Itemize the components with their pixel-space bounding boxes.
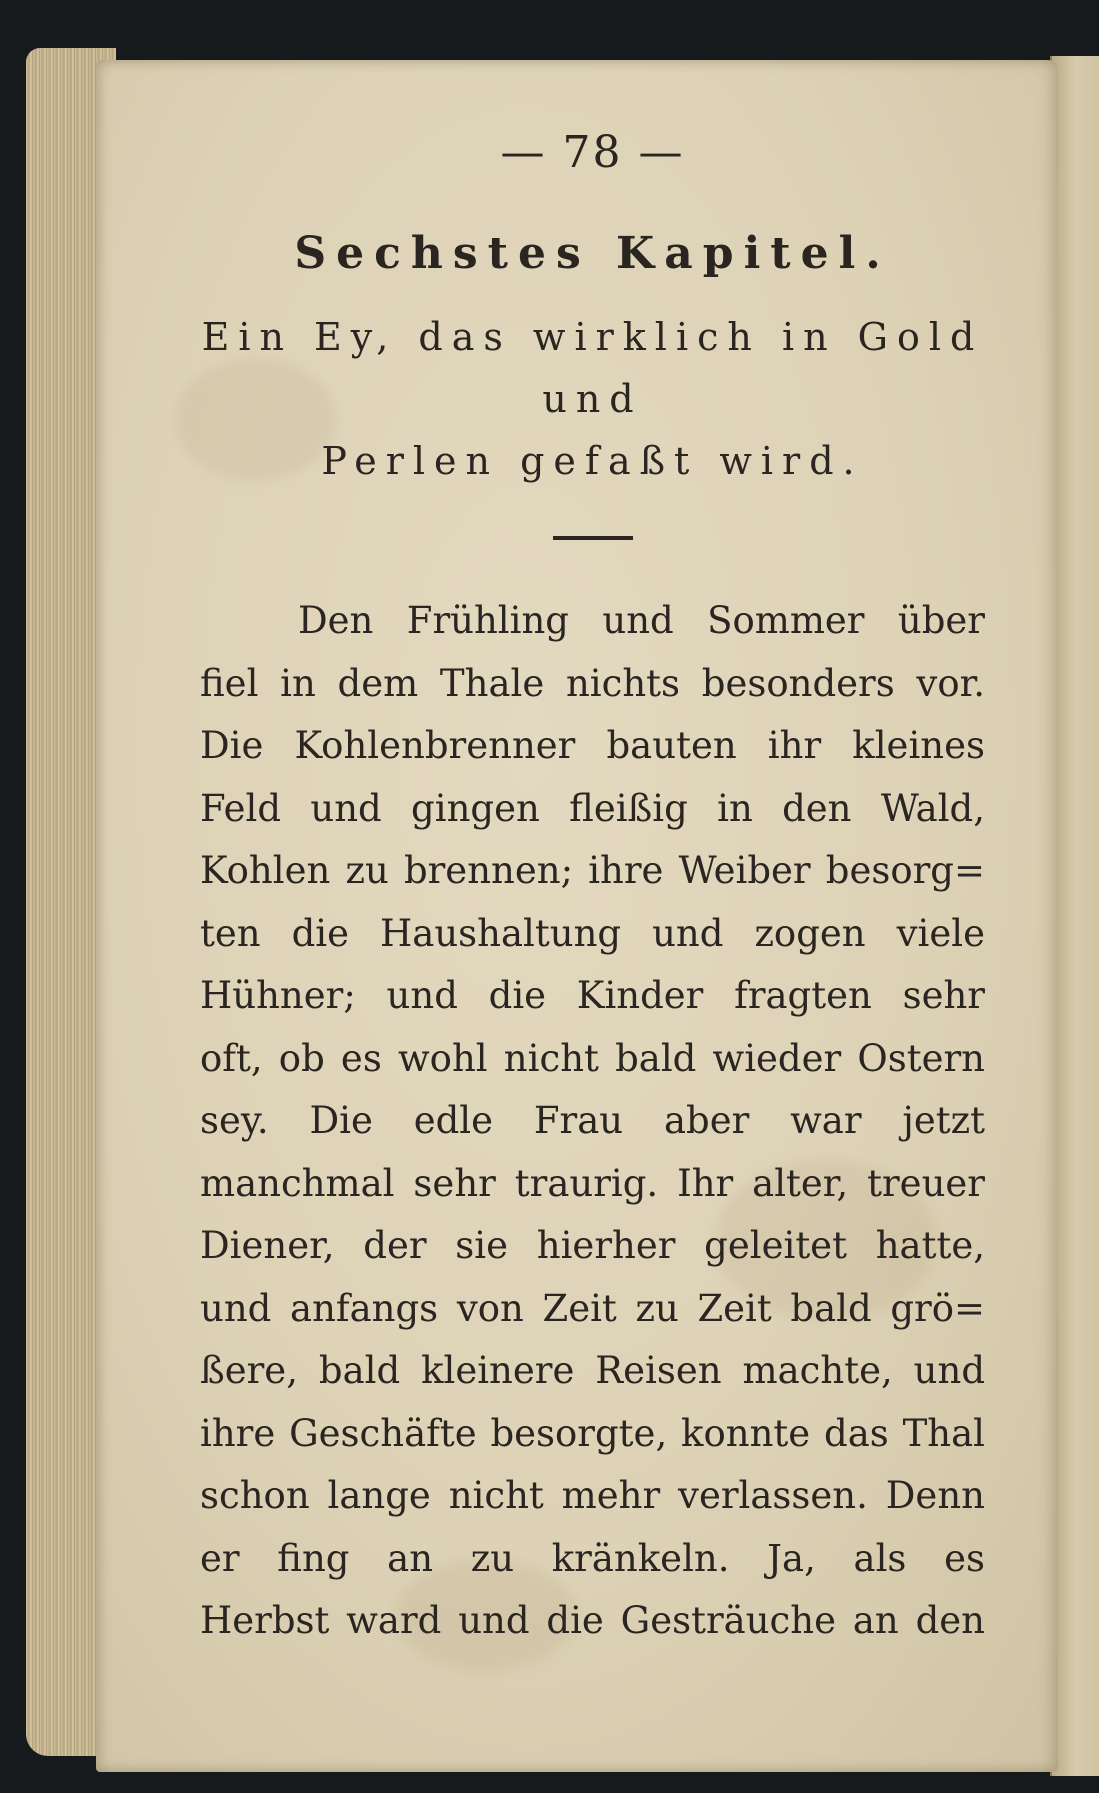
chapter-subtitle-line: Perlen gefaßt wird. [321,439,864,483]
text-line: manchmal sehr traurig. Ihr alter, treuer [200,1161,985,1205]
text-line: sey. Die edle Frau aber war jetzt [200,1099,985,1142]
body-paragraph [200,590,985,1653]
text-line: ßere, bald kleinere Reisen machte, und [200,1349,985,1392]
text-line: schon lange nicht mehr verlassen. Denn [200,1474,985,1517]
text-line: ten die Haushaltung und zogen viele [200,911,985,955]
text-line: und anfangs von Zeit zu Zeit bald grö= [200,1286,985,1330]
text-line: Diener, der sie hierher geleitet hatte, [200,1224,985,1267]
page-number: — 78 — [500,127,685,178]
text-line: er fing an zu kränkeln. Ja, als es [200,1536,985,1580]
text-line: Feld und gingen fleißig in den Wald, [200,786,985,830]
chapter-title: Sechstes Kapitel. [294,228,891,279]
text-line: Die Kohlenbrenner bauten ihr kleines [200,724,985,767]
text-line: Hühner; und die Kinder fragten sehr [200,974,985,1017]
text-line: oft, ob es wohl nicht bald wieder Ostern [200,1036,985,1080]
text-line: ihre Geschäfte besorgte, konnte das Thal [200,1411,985,1455]
chapter-subtitle [200,306,985,492]
section-rule [553,536,633,540]
page-text [200,100,985,1653]
text-line: Kohlen zu brennen; ihre Weiber besorg= [200,849,985,892]
text-line: Den Frühling und Sommer über [298,599,985,642]
text-line: fiel in dem Thale nichts besonders vor. [200,661,985,705]
chapter-subtitle-line: Ein Ey, das wirklich in Gold und [201,315,984,421]
text-line: Herbst ward und die Gesträuche an den [200,1599,985,1642]
